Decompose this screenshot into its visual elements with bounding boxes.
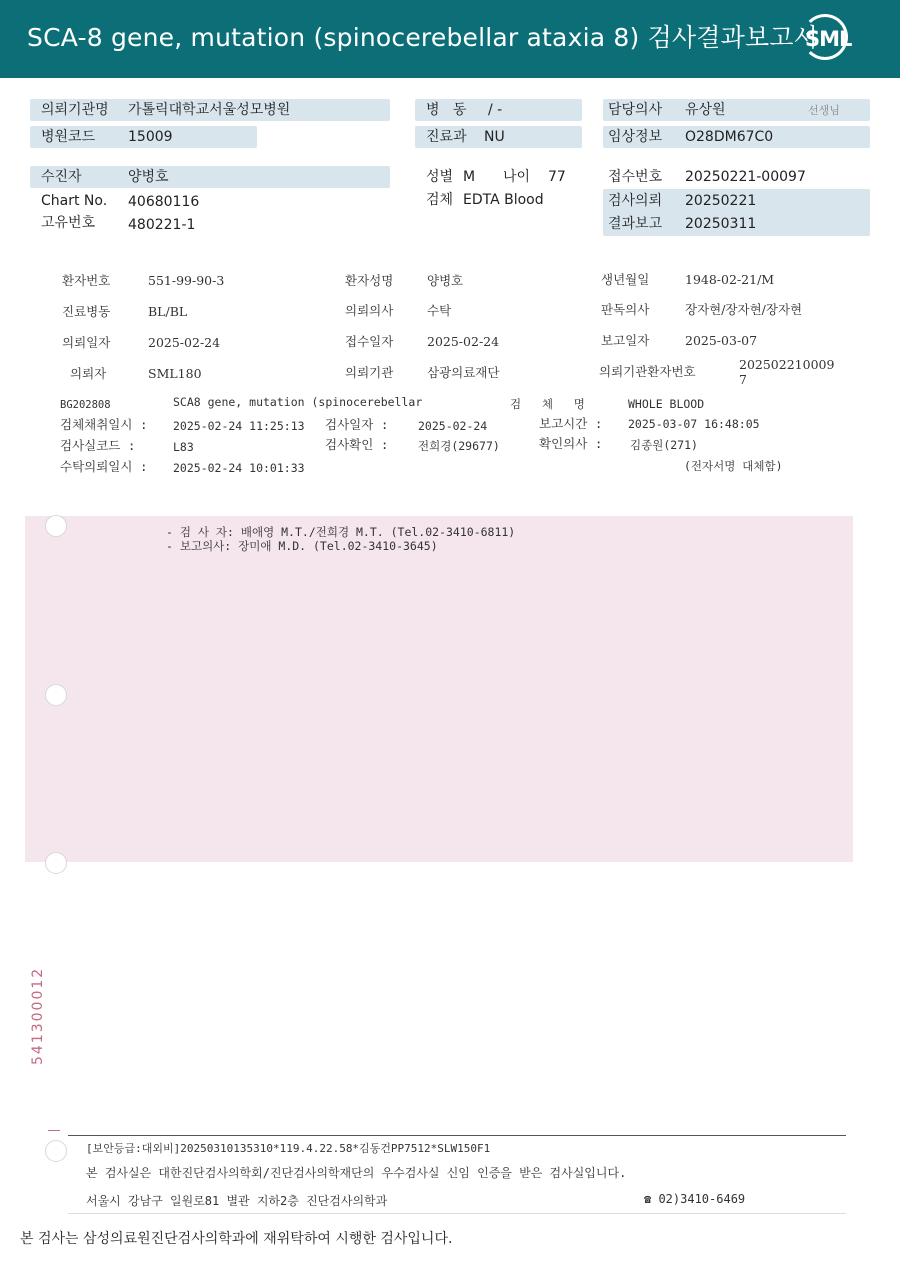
report-value: SML180 xyxy=(148,366,202,381)
staff-line-2: - 보고의사: 장미애 M.D. (Tel.02-3410-3645) xyxy=(166,539,438,553)
age-value: 77 xyxy=(548,169,566,185)
test-date-value: 2025-02-24 xyxy=(418,419,488,433)
confirm-doc-label: 확인의사 : xyxy=(539,436,603,451)
specimen-name-label: 검 체 명 xyxy=(510,397,585,411)
dept-label: 진료과 xyxy=(426,129,467,145)
report-label: 환자성명 xyxy=(345,273,394,288)
punch-hole-icon xyxy=(45,515,67,537)
punch-hole-icon xyxy=(45,1140,67,1162)
collect-label: 검체채취일시 : xyxy=(60,417,148,432)
report-value-wrap: 7 xyxy=(739,372,747,387)
request-label: 검사의뢰 xyxy=(608,193,663,209)
doctor-value: 유상원 xyxy=(685,102,726,118)
test-code: BG202808 xyxy=(60,399,111,411)
receipt-label: 접수번호 xyxy=(608,169,663,185)
report-value: BL/BL xyxy=(148,304,188,319)
report-value: 양병호 xyxy=(427,273,464,288)
lab-code-value: L83 xyxy=(173,440,194,454)
report-value: 551-99-90-3 xyxy=(148,273,225,288)
chart-value: 40680116 xyxy=(128,194,200,210)
report-label: 의뢰의사 xyxy=(345,303,394,318)
patient-bar xyxy=(30,166,390,188)
staff-line-1: - 검 사 자: 배애영 M.T./전희경 M.T. (Tel.02-3410-6811) xyxy=(166,525,516,539)
request-value: 20250221 xyxy=(685,193,757,209)
hospital-code-label: 병원코드 xyxy=(41,129,96,145)
confirm-label: 검사확인 : xyxy=(325,437,389,452)
patient-label: 수진자 xyxy=(41,169,82,185)
plus-mark-icon xyxy=(48,1130,60,1131)
report-label: 의뢰기관 xyxy=(345,365,394,380)
lab-address: 서울시 강남구 일원로81 별관 지하2층 진단검사의학과 xyxy=(86,1194,388,1208)
collect-value: 2025-02-24 11:25:13 xyxy=(173,419,305,433)
test-name: SCA8 gene, mutation (spinocerebellar xyxy=(173,395,423,409)
test-date-label: 검사일자 : xyxy=(325,417,389,432)
chart-label: Chart No. xyxy=(41,193,108,209)
confirm-value: 전희경(29677) xyxy=(418,439,500,453)
punch-hole-icon xyxy=(45,684,67,706)
specimen-value: EDTA Blood xyxy=(463,192,544,208)
specimen-name-value: WHOLE BLOOD xyxy=(628,397,705,411)
consign-value: 2025-02-24 10:01:33 xyxy=(173,461,305,475)
sex-value: M xyxy=(463,169,476,185)
report-value: 삼광의료재단 xyxy=(427,365,500,380)
certification-text: 본 검사실은 대한진단검사의학회/진단검사의학재단의 우수검사실 신임 인증을 받은 검사실입니다. xyxy=(86,1166,627,1180)
report-label: 환자번호 xyxy=(62,273,111,288)
doctor-suffix: 선생님 xyxy=(808,104,840,117)
footer-note: 본 검사는 삼성의료원진단검사의학과에 재위탁하여 시행한 검사입니다. xyxy=(20,1231,453,1247)
report-label: 의뢰자 xyxy=(70,366,107,381)
report-title: SCA-8 gene, mutation (spinocerebellar ataxia 8) 검사결과보고서 xyxy=(27,23,819,52)
security-line: [보안등급:대외비]20250310135310*119.4.22.58*김동건PP7512*SLW150F1 xyxy=(86,1142,491,1155)
confirm-doc-value: 김종원(271) xyxy=(630,438,698,452)
report-value: 1948-02-21/M xyxy=(685,272,775,287)
ward-label: 병 동 xyxy=(426,102,467,118)
institution-value: 가톨릭대학교서울성모병원 xyxy=(128,102,291,118)
result-value: 20250311 xyxy=(685,216,757,232)
consign-label: 수탁의뢰일시 : xyxy=(60,459,148,474)
report-value: 202502210009 xyxy=(739,357,835,372)
report-label: 생년월일 xyxy=(601,272,650,287)
lab-phone: ☎ 02)3410-6469 xyxy=(644,1192,746,1206)
report-time-value: 2025-03-07 16:48:05 xyxy=(628,417,760,431)
report-value: 2025-02-24 xyxy=(427,334,500,349)
divider xyxy=(68,1135,846,1136)
report-body-panel xyxy=(25,516,853,862)
report-label: 접수일자 xyxy=(345,334,394,349)
report-label: 의뢰일자 xyxy=(62,335,111,350)
unique-label: 고유번호 xyxy=(41,215,96,231)
sml-logo: SML xyxy=(805,27,852,51)
specimen-label: 검체 xyxy=(426,192,454,208)
esign-note: (전자서명 대체함) xyxy=(684,459,783,473)
report-label: 보고일자 xyxy=(601,333,650,348)
report-value: 수탁 xyxy=(427,303,452,318)
doctor-label: 담당의사 xyxy=(608,102,663,118)
ward-value: / - xyxy=(488,102,503,118)
vertical-barcode-number: 541300012 xyxy=(30,966,46,1065)
receipt-value: 20250221-00097 xyxy=(685,169,806,185)
institution-label: 의뢰기관명 xyxy=(41,102,109,118)
result-label: 결과보고 xyxy=(608,216,663,232)
unique-value: 480221-1 xyxy=(128,217,196,233)
patient-value: 양병호 xyxy=(128,169,169,185)
clinical-value: O28DM67C0 xyxy=(685,129,774,145)
report-label: 의뢰기관환자번호 xyxy=(599,364,696,379)
hospital-code-value: 15009 xyxy=(128,129,173,145)
report-value: 2025-03-07 xyxy=(685,333,758,348)
report-label: 진료병동 xyxy=(62,304,111,319)
lab-code-label: 검사실코드 : xyxy=(60,438,136,453)
divider xyxy=(68,1213,846,1214)
report-time-label: 보고시간 : xyxy=(539,416,603,431)
dept-value: NU xyxy=(484,129,505,145)
report-label: 판독의사 xyxy=(601,302,650,317)
report-value: 2025-02-24 xyxy=(148,335,221,350)
age-label: 나이 xyxy=(503,169,531,185)
clinical-label: 임상정보 xyxy=(608,129,663,145)
report-value: 장자현/장자현/장자현 xyxy=(685,302,803,317)
sex-label: 성별 xyxy=(426,169,454,185)
punch-hole-icon xyxy=(45,852,67,874)
